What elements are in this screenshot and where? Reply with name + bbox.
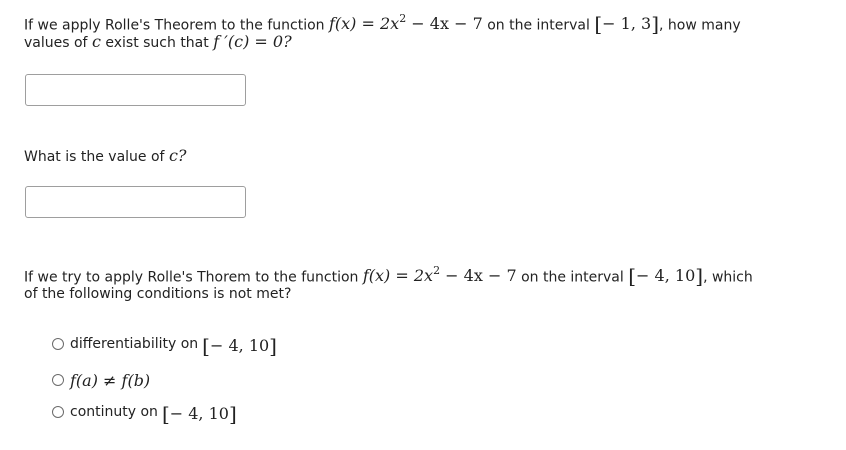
interval-expression: [− 1, 3] (594, 12, 660, 37)
answer-input-1[interactable] (25, 74, 246, 106)
derivative-equation: f ′(c) = 0? (213, 32, 292, 51)
function-expression: $f(x) = 2x^2 - 4x - 7$ (328, 12, 483, 34)
question-2-line (24, 145, 186, 168)
question-3-text: If we try to apply Rolle's Thorem to the function (24, 269, 359, 286)
question-2-text: What is the value of (24, 149, 165, 165)
option-math: f(a) ≠ f(b) (70, 370, 151, 390)
question-3-line-1: If we try to apply Rolle's Thorem to the function $f(x) = 2x^2 - 4x - 7$ on the interval [− 4, 10], which (24, 264, 753, 289)
radio-button[interactable] (52, 406, 64, 418)
option-continuity[interactable] (52, 401, 237, 426)
interval-expression: [− 4, 10] (161, 401, 237, 426)
interval-expression: [− 4, 10] (202, 333, 277, 358)
option-label: continuty on (70, 404, 158, 420)
question-3-line-2: of the following conditions is not met? (24, 286, 292, 302)
option-function-values[interactable] (52, 369, 150, 391)
variable-c: c (91, 32, 101, 51)
radio-button[interactable] (52, 338, 64, 350)
question-1-line-1: If we apply Rolle's Theorem to the function $f(x) = 2x^2 - 4x - 7$ on the interval [− 1, 3], how many (24, 12, 741, 37)
option-label: differentiability on (70, 336, 199, 352)
interval-expression: [− 4, 10] (628, 264, 704, 289)
question-1-line-2: values of c exist such that f ′(c) = 0? (24, 32, 292, 51)
option-differentiability[interactable] (52, 333, 277, 358)
radio-button[interactable] (52, 374, 64, 386)
variable-c: c? (168, 146, 187, 165)
answer-input-2[interactable] (25, 186, 246, 218)
question-1-text: If we apply Rolle's Theorem to the function (24, 17, 325, 34)
function-expression: $f(x) = 2x^2 - 4x - 7$ (362, 264, 517, 286)
